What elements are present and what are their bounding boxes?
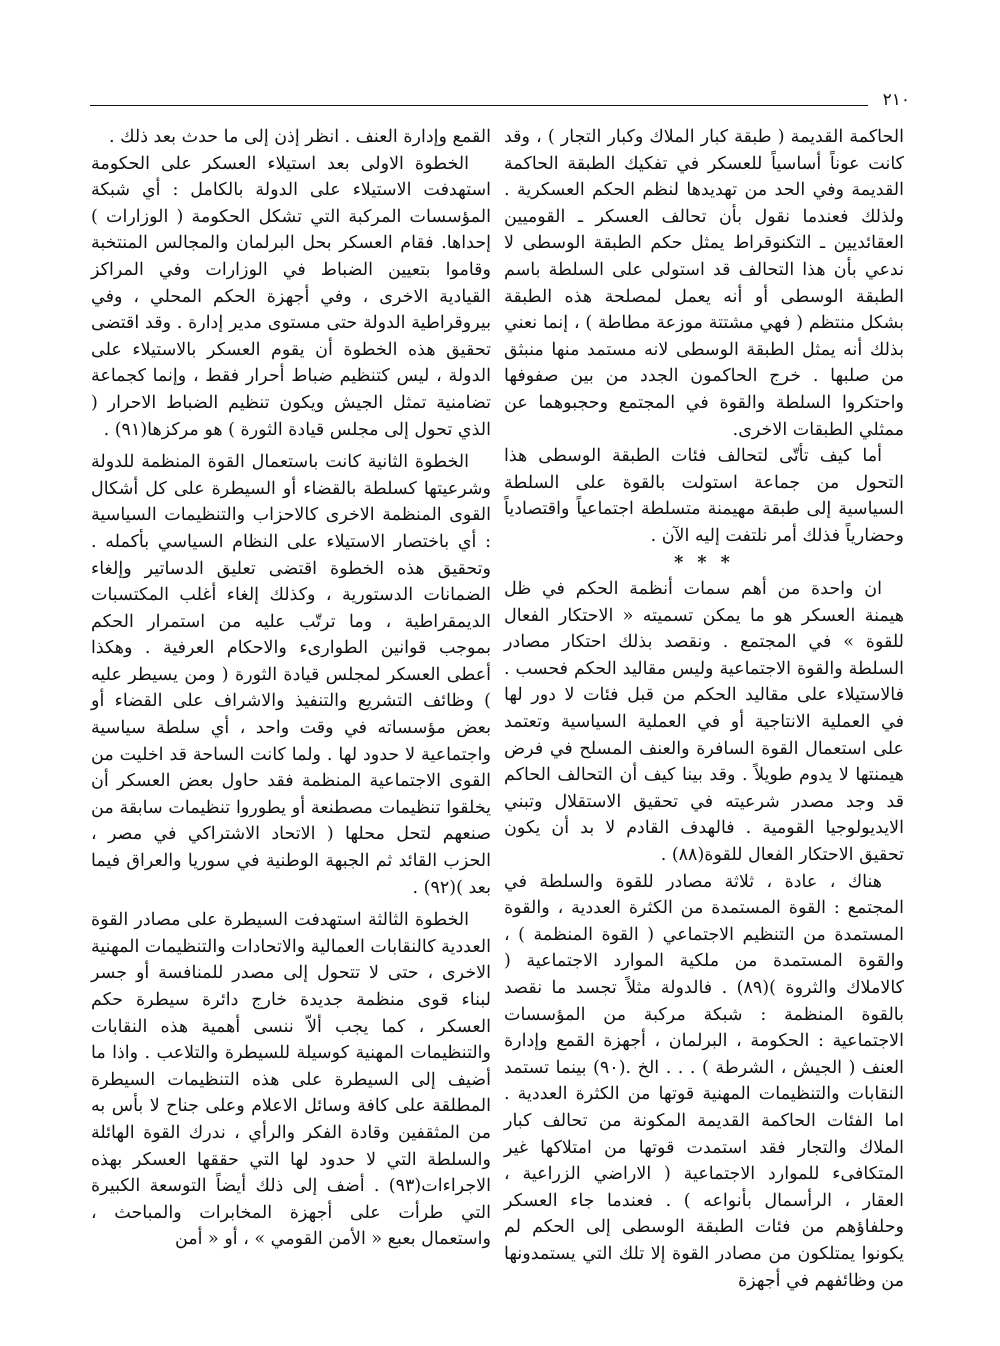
left-column: [91, 124, 491, 1253]
paragraph: الخطوة الثالثة استهدفت السيطرة على مصادر القوة العددية كالنقابات العمالية والاتحادات والتنظيمات المهنية الاخرى ، حتى لا تتحول إلى مصدر للمنافسة أو جسر لبناء قوى منظمة جديدة خارج دائرة سيطرة حكم العسكر ، كما يجب ألاّ ننسى أهمية هذه النقابات والتنظيمات المهنية كوسيلة للسيطرة والتلاعب . واذا ما أضيف إلى السيطرة على هذه التنظيمات السيطرة المطلقة على كافة وسائل الاعلام وعلى جناح لا بأس به من المثقفين وقادة الفكر والرأي ، ندرك القوة الهائلة والسلطة التي لا حدود لها التي حققها العسكر بهذه الاجراءات(٩٣) . أضف إلى ذلك أيضاً التوسعة الكبيرة التي طرأت على أجهزة المخابرات والمباحث ، واستعمال بعبع « الأمن القومي » ، أو « أمن: [91, 910, 491, 1250]
paragraph: القمع وإدارة العنف . انظر إذن إلى ما حدث بعد ذلك .: [108, 127, 491, 147]
right-column: [504, 124, 904, 1294]
paragraph: الخطوة الاولى بعد استيلاء العسكر على الحكومة استهدفت الاستيلاء على الدولة بالكامل : أي شبكة المؤسسات المركبة التي تشكل الحكومة ( الوزارات ) إحداها. فقام العسكر بحل البرلمان والمجالس المنتخبة وقاموا بتعيين الضباط في الوزارات وفي المراكز القيادية الاخرى ، وفي أجهزة الحكم المحلي ، وفي بيروقراطية الدولة حتى مستوى مدير إدارة . وقد اقتضى تحقيق هذه الخطوة أن يقوم العسكر بالاستيلاء على الدولة ، ليس كتنظيم ضباط أحرار فقط ، وإنما كجماعة تضامنية تمثل الجيش ويكون تنظيم الضباط الاحرار ( الذي تحول إلى مجلس قيادة الثورة ) هو مركزها(٩١) .: [91, 153, 491, 440]
paragraph: هناك ، عادة ، ثلاثة مصادر للقوة والسلطة في المجتمع : القوة المستمدة من الكثرة العددية ، والقوة المستمدة من التنظيم الاجتماعي ( القوة المنظمة ) ، والقوة المستمدة من ملكية الموارد الاجتماعية ( كالاملاك والثروة )(٨٩) . فالدولة مثلاً تجسد ما نقصد بالقوة المنظمة : شبكة مركبة من المؤسسات الاجتماعية : الحكومة ، البرلمان ، أجهزة القمع وإدارة العنف ( الجيش ، الشرطة ) . . . الخ .(٩٠) بينما تستمد النقابات والتنظيمات المهنية قوتها من الكثرة العددية . اما الفئات الحاكمة القديمة المكونة من تحالف كبار الملاك والتجار فقد استمدت قوتها من امتلاكها غير المتكافىء للموارد الاجتماعية ( الاراضي الزراعية ، العقار ، الرأسمال بأنواعه ) . فعندما جاء العسكر وحلفاؤهم من فئات الطبقة الوسطى إلى الحكم لم يكونوا يمتلكون من مصادر القوة إلا تلك التي يستمدونها من وظائفهم في أجهزة: [504, 871, 904, 1291]
paragraph: الحاكمة القديمة ( طبقة كبار الملاك وكبار التجار ) ، وقد كانت عوناً أساسياً للعسكر في تفكيك الطبقة الحاكمة القديمة وفي الحد من تهديدها لنظم الحكم العسكرية . ولذلك فعندما نقول بأن تحالف العسكر ـ القوميين العقائديين ـ التكنوقراط يمثل حكم الطبقة الوسطى لا ندعي بأن هذا التحالف قد استولى على السلطة باسم الطبقة الوسطى أو أنه يعمل لمصلحة هذه الطبقة بشكل منتظم ( فهي مشتتة موزعة مطاطة ) ، إنما نعني بذلك أنه يمثل الطبقة الوسطى لانه مستمد منها منبثق من صلبها . خرج الحاكمون الجدد من بين صفوفها واحتكروا السلطة والقوة في المجتمع وحجبوهما عن ممثلي الطبقات الاخرى.: [504, 127, 904, 440]
page-number: ٢١٠: [882, 90, 910, 110]
header-rule: [90, 105, 868, 106]
paragraph: أما كيف تأتّى لتحالف فئات الطبقة الوسطى هذا التحول من جماعة استولت بالقوة على السلطة السياسية إلى طبقة مهيمنة متسلطة اجتماعياً واقتصادياً وحضارياً فذلك أمر نلتفت إليه الآن .: [504, 446, 904, 546]
page-header: [90, 90, 910, 118]
section-separator: * * *: [674, 552, 734, 573]
paragraph: ان واحدة من أهم سمات أنظمة الحكم في ظل هيمنة العسكر هو ما يمكن تسميته « الاحتكار الفعال للقوة » في المجتمع . ونقصد بذلك احتكار مصادر السلطة والقوة الاجتماعية وليس مقاليد الحكم فحسب . فالاستيلاء على مقاليد الحكم من قبل فئات لا دور لها في العملية الانتاجية أو في العملية السياسية وتعتمد على استعمال القوة السافرة والعنف المسلح في فرض هيمنتها لا يدوم طويلاً . وقد بينا كيف أن التحالف الحاكم قد وجد مصدر شرعيته في تحقيق الاستقلال وتبني الايديولوجيا القومية . فالهدف القادم لا بد أن يكون تحقيق الاحتكار الفعال للقوة(٨٨) .: [504, 579, 904, 866]
paragraph: الخطوة الثانية كانت باستعمال القوة المنظمة للدولة وشرعيتها كسلطة بالقضاء أو السيطرة على كل أشكال القوى المنظمة الاخرى كالاحزاب والتنظيمات السياسية : أي باختصار الاستيلاء على النظام السياسي بأكمله . وتحقيق هذه الخطوة اقتضى تعليق الدساتير وإلغاء الضمانات الدستورية ، وكذلك إلغاء أغلب المكتسبات الديمقراطية ، وما ترتّب عليه من استمرار الحكم بموجب قوانين الطوارىء والاحكام العرفية . وهكذا أعطى العسكر لمجلس قيادة الثورة ( ومن يسيطر عليه ) وظائف التشريع والتنفيذ والاشراف على القضاء أو بعض مؤسساته في وقت واحد ، أي سلطة سياسية واجتماعية لا حدود لها . ولما كانت الساحة قد اخليت من القوى الاجتماعية المنظمة فقد حاول بعض العسكر أن يخلقوا تنظيمات مصطنعة أو يطوروا تنظيمات سابقة من صنعهم لتحل محلها ( الاتحاد الاشتراكي في مصر ، الحزب القائد ثم الجبهة الوطنية في سوريا والعراق فيما بعد )(٩٢) .: [91, 452, 491, 898]
